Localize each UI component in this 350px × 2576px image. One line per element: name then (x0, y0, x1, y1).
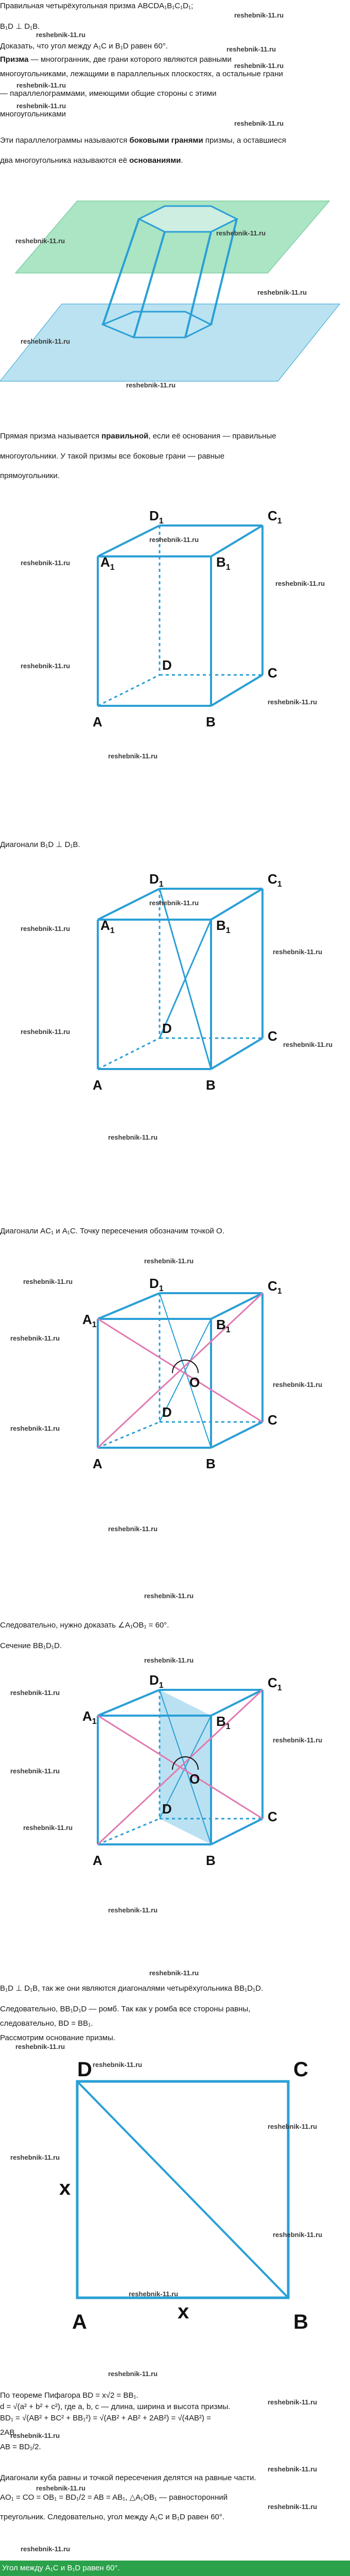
watermark: reshebnik-11.ru (216, 229, 266, 237)
vertex-c1 (268, 508, 282, 526)
vertex-b: B (206, 1853, 216, 1868)
answer-bar: Угол между A₁C и B₁D равен 60°. (0, 2561, 350, 2576)
watermark: reshebnik-11.ru (15, 237, 65, 245)
vertex-c1 (268, 871, 282, 889)
regular-prism-line (0, 431, 276, 441)
vertex-letter: D (149, 1672, 159, 1688)
vertex-b1 (216, 1714, 231, 1731)
vertex-d1 (149, 508, 164, 526)
vertex-c1 (268, 1278, 282, 1296)
vertex-letter: B (216, 1317, 226, 1332)
prism-definition-1 (0, 55, 232, 64)
vertex-b: B (293, 2311, 308, 2333)
watermark: reshebnik-11.ru (268, 2123, 318, 2130)
edge (211, 675, 262, 706)
watermark: reshebnik-11.ru (149, 899, 199, 907)
vertex-a1 (82, 1708, 97, 1726)
watermark: reshebnik-11.ru (149, 536, 199, 544)
diagonals-intersection: Диагонали AC₁ и A₁C. Точку пересечения обозначим точкой O. (0, 1227, 224, 1235)
vertex-letter: D (149, 1276, 159, 1291)
watermark: reshebnik-11.ru (149, 1969, 199, 1977)
vertex-a: A (72, 2311, 87, 2333)
section-label: Сечение BB₁D₁D. (0, 1641, 62, 1650)
vertex-letter: A (82, 1708, 92, 1724)
prism-point-o-figure (0, 1267, 350, 1484)
vertex-letter: A (82, 1312, 92, 1327)
term-lateral-faces: боковыми гранями (129, 136, 203, 145)
edge (211, 1690, 262, 1716)
watermark: reshebnik-11.ru (21, 2545, 71, 2553)
equilateral-conclusion: треугольник. Следовательно, угол между A₁C и B₁D равен 60°. (0, 2513, 225, 2521)
equal-segments: AO₁ = CO = OB₁ = BD₁/2 = AB = AB₁, △A₁OB₁ — равносторонний (0, 2493, 228, 2502)
vertex-letter: D (149, 508, 159, 523)
watermark: reshebnik-11.ru (108, 2370, 158, 2378)
term-prism: Призма (0, 55, 29, 64)
watermark: reshebnik-11.ru (108, 752, 158, 760)
vertex-d: D (162, 657, 172, 673)
vertex-b: B (206, 714, 216, 730)
vertex-subscript: 1 (277, 517, 282, 526)
vertex-letter: A (100, 918, 110, 933)
watermark: reshebnik-11.ru (257, 289, 307, 296)
prism-diagonals-figure (0, 858, 350, 1115)
watermark: reshebnik-11.ru (16, 81, 66, 89)
watermark: reshebnik-11.ru (273, 1736, 323, 1744)
hidden-edge (98, 1819, 160, 1844)
edge (98, 1690, 160, 1716)
hidden-edge (98, 1038, 160, 1069)
vertex-d1 (149, 1672, 164, 1690)
rhombus-conclusion: Следовательно, BB₁D₁D — ромб. Так как у ромба все стороны равны, (0, 2005, 251, 2013)
watermark: reshebnik-11.ru (268, 698, 318, 706)
regular-prism-line-3: прямоугольники. (0, 471, 60, 480)
hidden-edge (98, 675, 160, 706)
vertex-d: D (162, 1021, 172, 1036)
watermark: reshebnik-11.ru (275, 580, 325, 587)
vertex-letter: C (268, 508, 277, 523)
watermark: reshebnik-11.ru (234, 120, 284, 127)
text-part: два многоугольника называются её (0, 156, 130, 165)
vertex-a: A (93, 714, 102, 730)
vertex-subscript: 1 (225, 926, 231, 935)
vertex-a1 (82, 1312, 97, 1329)
vertex-subscript: 1 (159, 1681, 164, 1690)
need-to-prove: Следовательно, нужно доказать ∠A₁OB₁ = 60°. (0, 1621, 169, 1630)
watermark: reshebnik-11.ru (36, 31, 86, 39)
text-part: . (181, 156, 183, 165)
watermark: reshebnik-11.ru (273, 948, 323, 956)
given-condition: B₁D ⊥ D₁B. (0, 22, 40, 31)
point-o: O (189, 1771, 200, 1787)
watermark: reshebnik-11.ru (226, 45, 276, 53)
vertex-d1 (149, 871, 164, 889)
edge (211, 1422, 262, 1448)
vertex-b1 (216, 918, 231, 935)
pythagoras: По теореме Пифагора BD = x√2 = BB₁. (0, 2391, 138, 2400)
text-part: , если её основания — правильные (148, 432, 276, 440)
vertex-c1 (268, 1675, 282, 1692)
watermark: reshebnik-11.ru (10, 2154, 60, 2161)
bases-line (0, 156, 183, 165)
edge (211, 526, 262, 556)
rhombus-diagonals: B₁D ⊥ D₁B, так же они являются диагоналями четырёхугольника BB₁D₁D. (0, 1984, 264, 1993)
vertex-subscript: 1 (277, 1684, 282, 1692)
watermark: reshebnik-11.ru (144, 1592, 194, 1600)
vertex-subscript: 1 (159, 880, 164, 889)
watermark: reshebnik-11.ru (129, 2290, 179, 2298)
bd-equals-bb1: следовательно, BD = BB₁. (0, 2019, 93, 2028)
diagonal-bd (77, 2081, 288, 2298)
vertex-subscript: 1 (159, 517, 164, 526)
watermark: reshebnik-11.ru (36, 2484, 86, 2492)
given-line: Правильная четырёхугольная призма ABCDA₁B₁C₁D₁; (0, 2, 194, 10)
text-part: призмы, а оставшиеся (203, 136, 286, 145)
vertex-a: A (93, 1456, 102, 1471)
vertex-subscript: 1 (159, 1284, 164, 1293)
watermark: reshebnik-11.ru (108, 1525, 158, 1533)
watermark: reshebnik-11.ru (10, 1689, 60, 1697)
edge (98, 1293, 160, 1319)
watermark: reshebnik-11.ru (268, 2465, 318, 2473)
vertex-c: C (293, 2061, 308, 2081)
vertex-subscript: 1 (225, 1326, 231, 1334)
text-part: Прямая призма называется (0, 432, 102, 440)
diagonal-formula: d = √(a² + b² + c²), где a, b, c — длина, ширина и высота призмы. (0, 2402, 231, 2411)
vertex-subscript: 1 (110, 563, 115, 572)
watermark: reshebnik-11.ru (21, 337, 71, 345)
prism-definition-4: многоугольниками (0, 110, 66, 118)
watermark: reshebnik-11.ru (21, 925, 71, 933)
vertex-subscript: 1 (277, 1287, 282, 1296)
ab-half: AB = BD₁/2. (0, 2443, 41, 2451)
vertex-a: A (93, 1853, 102, 1868)
vertex-letter: B (216, 554, 226, 570)
vertex-b1 (216, 1317, 231, 1334)
prism-definition-3: — параллелограммами, имеющими общие стороны с этими (0, 89, 217, 98)
bd1-result: 2AB. (0, 2428, 17, 2437)
watermark: reshebnik-11.ru (268, 2398, 318, 2406)
side-x-bottom: x (178, 2300, 189, 2323)
watermark: reshebnik-11.ru (10, 2432, 60, 2439)
edge (211, 1819, 262, 1844)
watermark: reshebnik-11.ru (10, 1334, 60, 1342)
edge (211, 1293, 262, 1319)
vertex-d: D (77, 2061, 92, 2081)
diagonal-ac1 (98, 1293, 262, 1448)
point-o: O (189, 1375, 200, 1390)
vertex-b1 (216, 554, 231, 572)
watermark: reshebnik-11.ru (10, 1425, 60, 1432)
watermark: reshebnik-11.ru (21, 559, 71, 567)
vertex-d: D (162, 1404, 172, 1420)
watermark: reshebnik-11.ru (273, 2231, 323, 2239)
watermark: reshebnik-11.ru (283, 1041, 333, 1048)
watermark: reshebnik-11.ru (93, 2061, 143, 2069)
vertex-subscript: 1 (277, 880, 282, 889)
vertex-c: C (268, 1809, 277, 1824)
vertex-letter: B (216, 1714, 226, 1729)
vertex-subscript: 1 (225, 1722, 231, 1731)
vertex-c: C (268, 665, 277, 681)
watermark: reshebnik-11.ru (16, 102, 66, 110)
prism-planes-figure (0, 170, 350, 402)
base-consider: Рассмотрим основание призмы. (0, 2033, 116, 2042)
diagonals-perp: Диагонали B₁D ⊥ D₁B. (0, 840, 80, 849)
watermark: reshebnik-11.ru (144, 1656, 194, 1664)
vertex-c: C (268, 1028, 277, 1044)
vertex-a: A (93, 1077, 102, 1093)
watermark: reshebnik-11.ru (126, 381, 176, 389)
watermark: reshebnik-11.ru (108, 1133, 158, 1141)
vertex-letter: C (268, 871, 277, 887)
term-bases: основаниями (129, 156, 181, 165)
watermark: reshebnik-11.ru (23, 1278, 73, 1285)
term-regular: правильной (101, 432, 149, 440)
vertex-letter: A (100, 554, 110, 570)
edge (211, 889, 262, 920)
watermark: reshebnik-11.ru (144, 1257, 194, 1265)
vertex-letter: C (268, 1278, 277, 1294)
regular-prism-line-2: многоугольники. У такой призмы все боковые грани — равные (0, 452, 225, 461)
vertex-subscript: 1 (92, 1717, 97, 1726)
watermark: reshebnik-11.ru (273, 1381, 323, 1388)
cube-diagonals: Диагонали куба равны и точкой пересечения делятся на равные части. (0, 2473, 256, 2482)
base-square-figure (0, 2061, 350, 2349)
definition-text: — многогранник, две грани которого являются равными (28, 55, 232, 64)
prism-figure (0, 495, 350, 752)
prove-statement: Доказать, что угол между A₁C и B₁D равен 60°. (0, 42, 168, 50)
lateral-faces-line (0, 135, 286, 145)
vertex-b: B (206, 1077, 216, 1093)
watermark: reshebnik-11.ru (234, 11, 284, 19)
vertex-d: D (162, 1801, 172, 1817)
vertex-letter: B (216, 918, 226, 933)
bd1-computation: BD₁ = √(AB² + BC² + BB₁²) = √(AB² + AB² + 2AB²) = √(4AB²) = (0, 2414, 211, 2422)
watermark: reshebnik-11.ru (234, 62, 284, 70)
vertex-letter: C (268, 1675, 277, 1690)
edge (211, 1038, 262, 1069)
text-part: Эти параллелограммы называются (0, 136, 130, 145)
watermark: reshebnik-11.ru (21, 1028, 71, 1036)
prism-definition-2: многоугольниками, лежащими в параллельных плоскостях, а остальные грани (0, 70, 283, 78)
vertex-letter: D (149, 871, 159, 887)
vertex-c: C (268, 1412, 277, 1428)
watermark: reshebnik-11.ru (23, 1824, 73, 1832)
vertex-subscript: 1 (110, 926, 115, 935)
vertex-b: B (206, 1456, 216, 1471)
watermark: reshebnik-11.ru (108, 1906, 158, 1914)
watermark: reshebnik-11.ru (268, 2503, 318, 2511)
watermark: reshebnik-11.ru (21, 662, 71, 670)
watermark: reshebnik-11.ru (10, 1767, 60, 1775)
vertex-subscript: 1 (225, 563, 231, 572)
vertex-subscript: 1 (92, 1320, 97, 1329)
side-x-left: x (59, 2177, 71, 2199)
vertex-d1 (149, 1276, 164, 1293)
hidden-edge (98, 1422, 160, 1448)
watermark: reshebnik-11.ru (15, 2043, 65, 2050)
